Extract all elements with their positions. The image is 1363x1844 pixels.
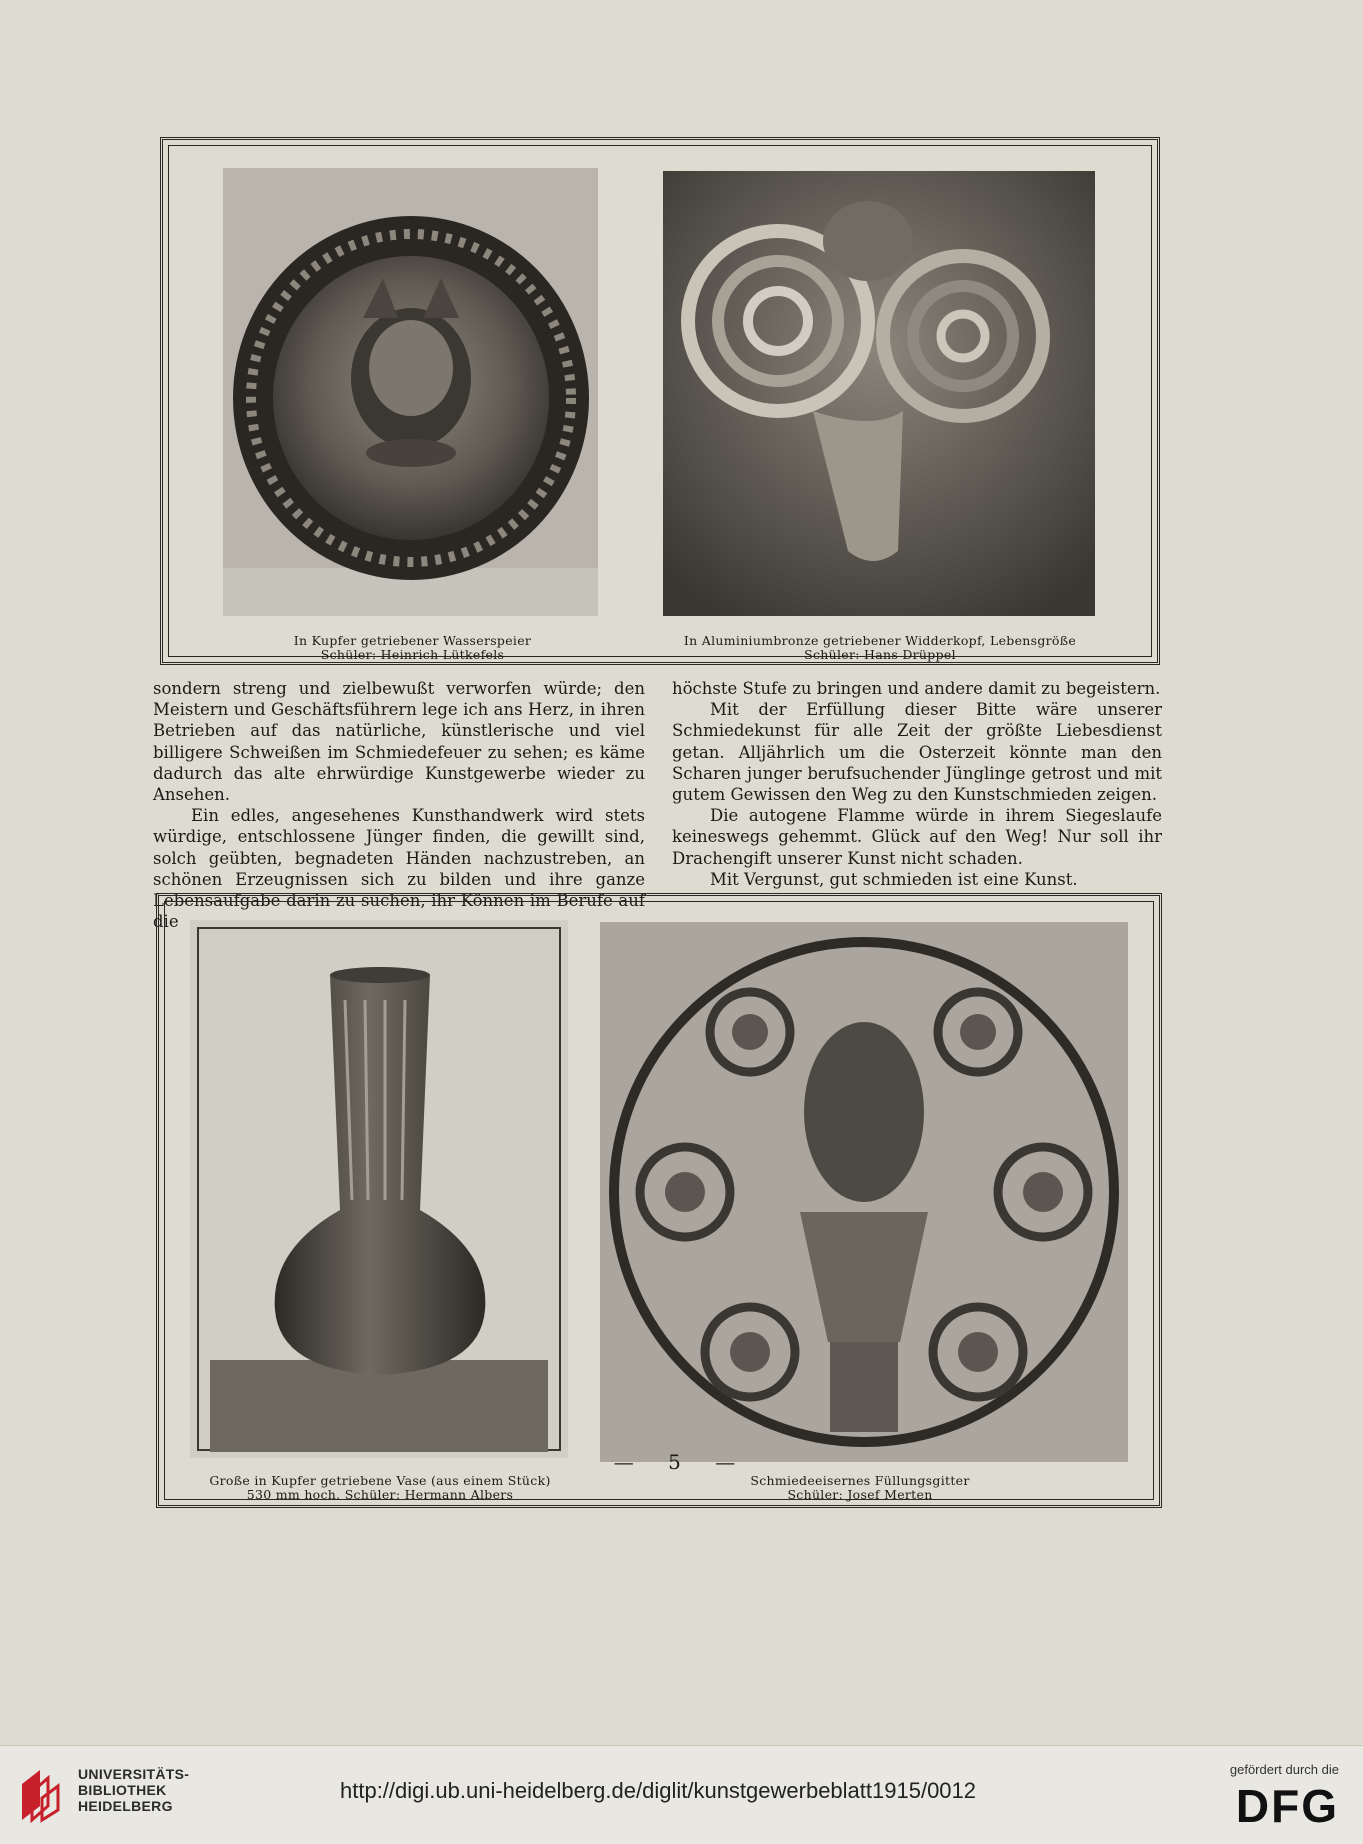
sponsor-label: gefördert durch die [1229, 1762, 1339, 1777]
paragraph: Die autogene Flamme würde in ihrem Siegeslaufe keineswegs gehemmt. Glück auf den Weg! Nur soll ihr Drachengift unserer Kunst nicht schaden. [672, 806, 1162, 868]
paragraph: Mit der Erfüllung dieser Bitte wäre unserer Schmiedekunst für alle Zeit der größte Liebesdienst getan. Alljährlich um die Osterzeit könnte man den Scharen junger berufsuchender Jünglinge getrost und mit gutem Gewissen den Weg zu den Kunstschmieden zeigen. [672, 700, 1162, 805]
photo-wasserspeier [223, 168, 598, 616]
text-column-right [672, 678, 1162, 890]
university-library-logo-icon [18, 1764, 68, 1824]
photo-vase [190, 920, 568, 1458]
photo-widderkopf [663, 171, 1095, 616]
dfg-logo: DFG [1235, 1780, 1339, 1832]
page-number: — 5 — [613, 1450, 750, 1474]
digitization-footer [0, 1745, 1363, 1844]
caption-widderkopf: In Aluminiumbronze getriebener Widderkopf, Lebensgröße Schüler: Hans Drüppel [683, 633, 1077, 662]
institution-name: UNIVERSITÄTS- BIBLIOTHEK HEIDELBERG [78, 1766, 190, 1814]
permalink[interactable]: http://digi.ub.uni-heidelberg.de/diglit/kunstgewerbeblatt1915/0012 [340, 1778, 977, 1803]
paragraph: höchste Stufe zu bringen und andere damit zu begeistern. [672, 679, 1161, 698]
paragraph: sondern streng und zielbewußt verworfen würde; den Meistern und Geschäftsführern lege ich ans Herz, in ihren Betrieben auf das natürliche, künstlerische und viel billigere Schweißen im Schmiedefeuer zu sehen; es käme dadurch das alte ehrwürdige Kunstgewerbe wieder zu Ansehen. [153, 679, 645, 805]
paragraph: Ein edles, angesehenes Kunsthandwerk wird stets würdige, entschlossene Jünger finden, die gewillt sind, solch geübten, begnadeten Händen nachzustreben, an schönen Erzeugnissen sich zu bilden und ihre ganze Lebensaufgabe darin zu suchen, ihr Können im Berufe auf die [153, 806, 645, 932]
paragraph: Mit Vergunst, gut schmieden ist eine Kunst. [710, 869, 1078, 889]
caption-wasserspeier: In Kupfer getriebener Wasserspeier Schüler: Heinrich Lütkefels [293, 633, 532, 662]
caption-vase: Große in Kupfer getriebene Vase (aus einem Stück) 530 mm hoch. Schüler: Hermann Albers [209, 1473, 551, 1502]
caption-fuellungsgitter: Schmiedeeisernes Füllungsgitter Schüler: Josef Merten [750, 1473, 970, 1502]
photo-fuellungsgitter [600, 922, 1128, 1462]
